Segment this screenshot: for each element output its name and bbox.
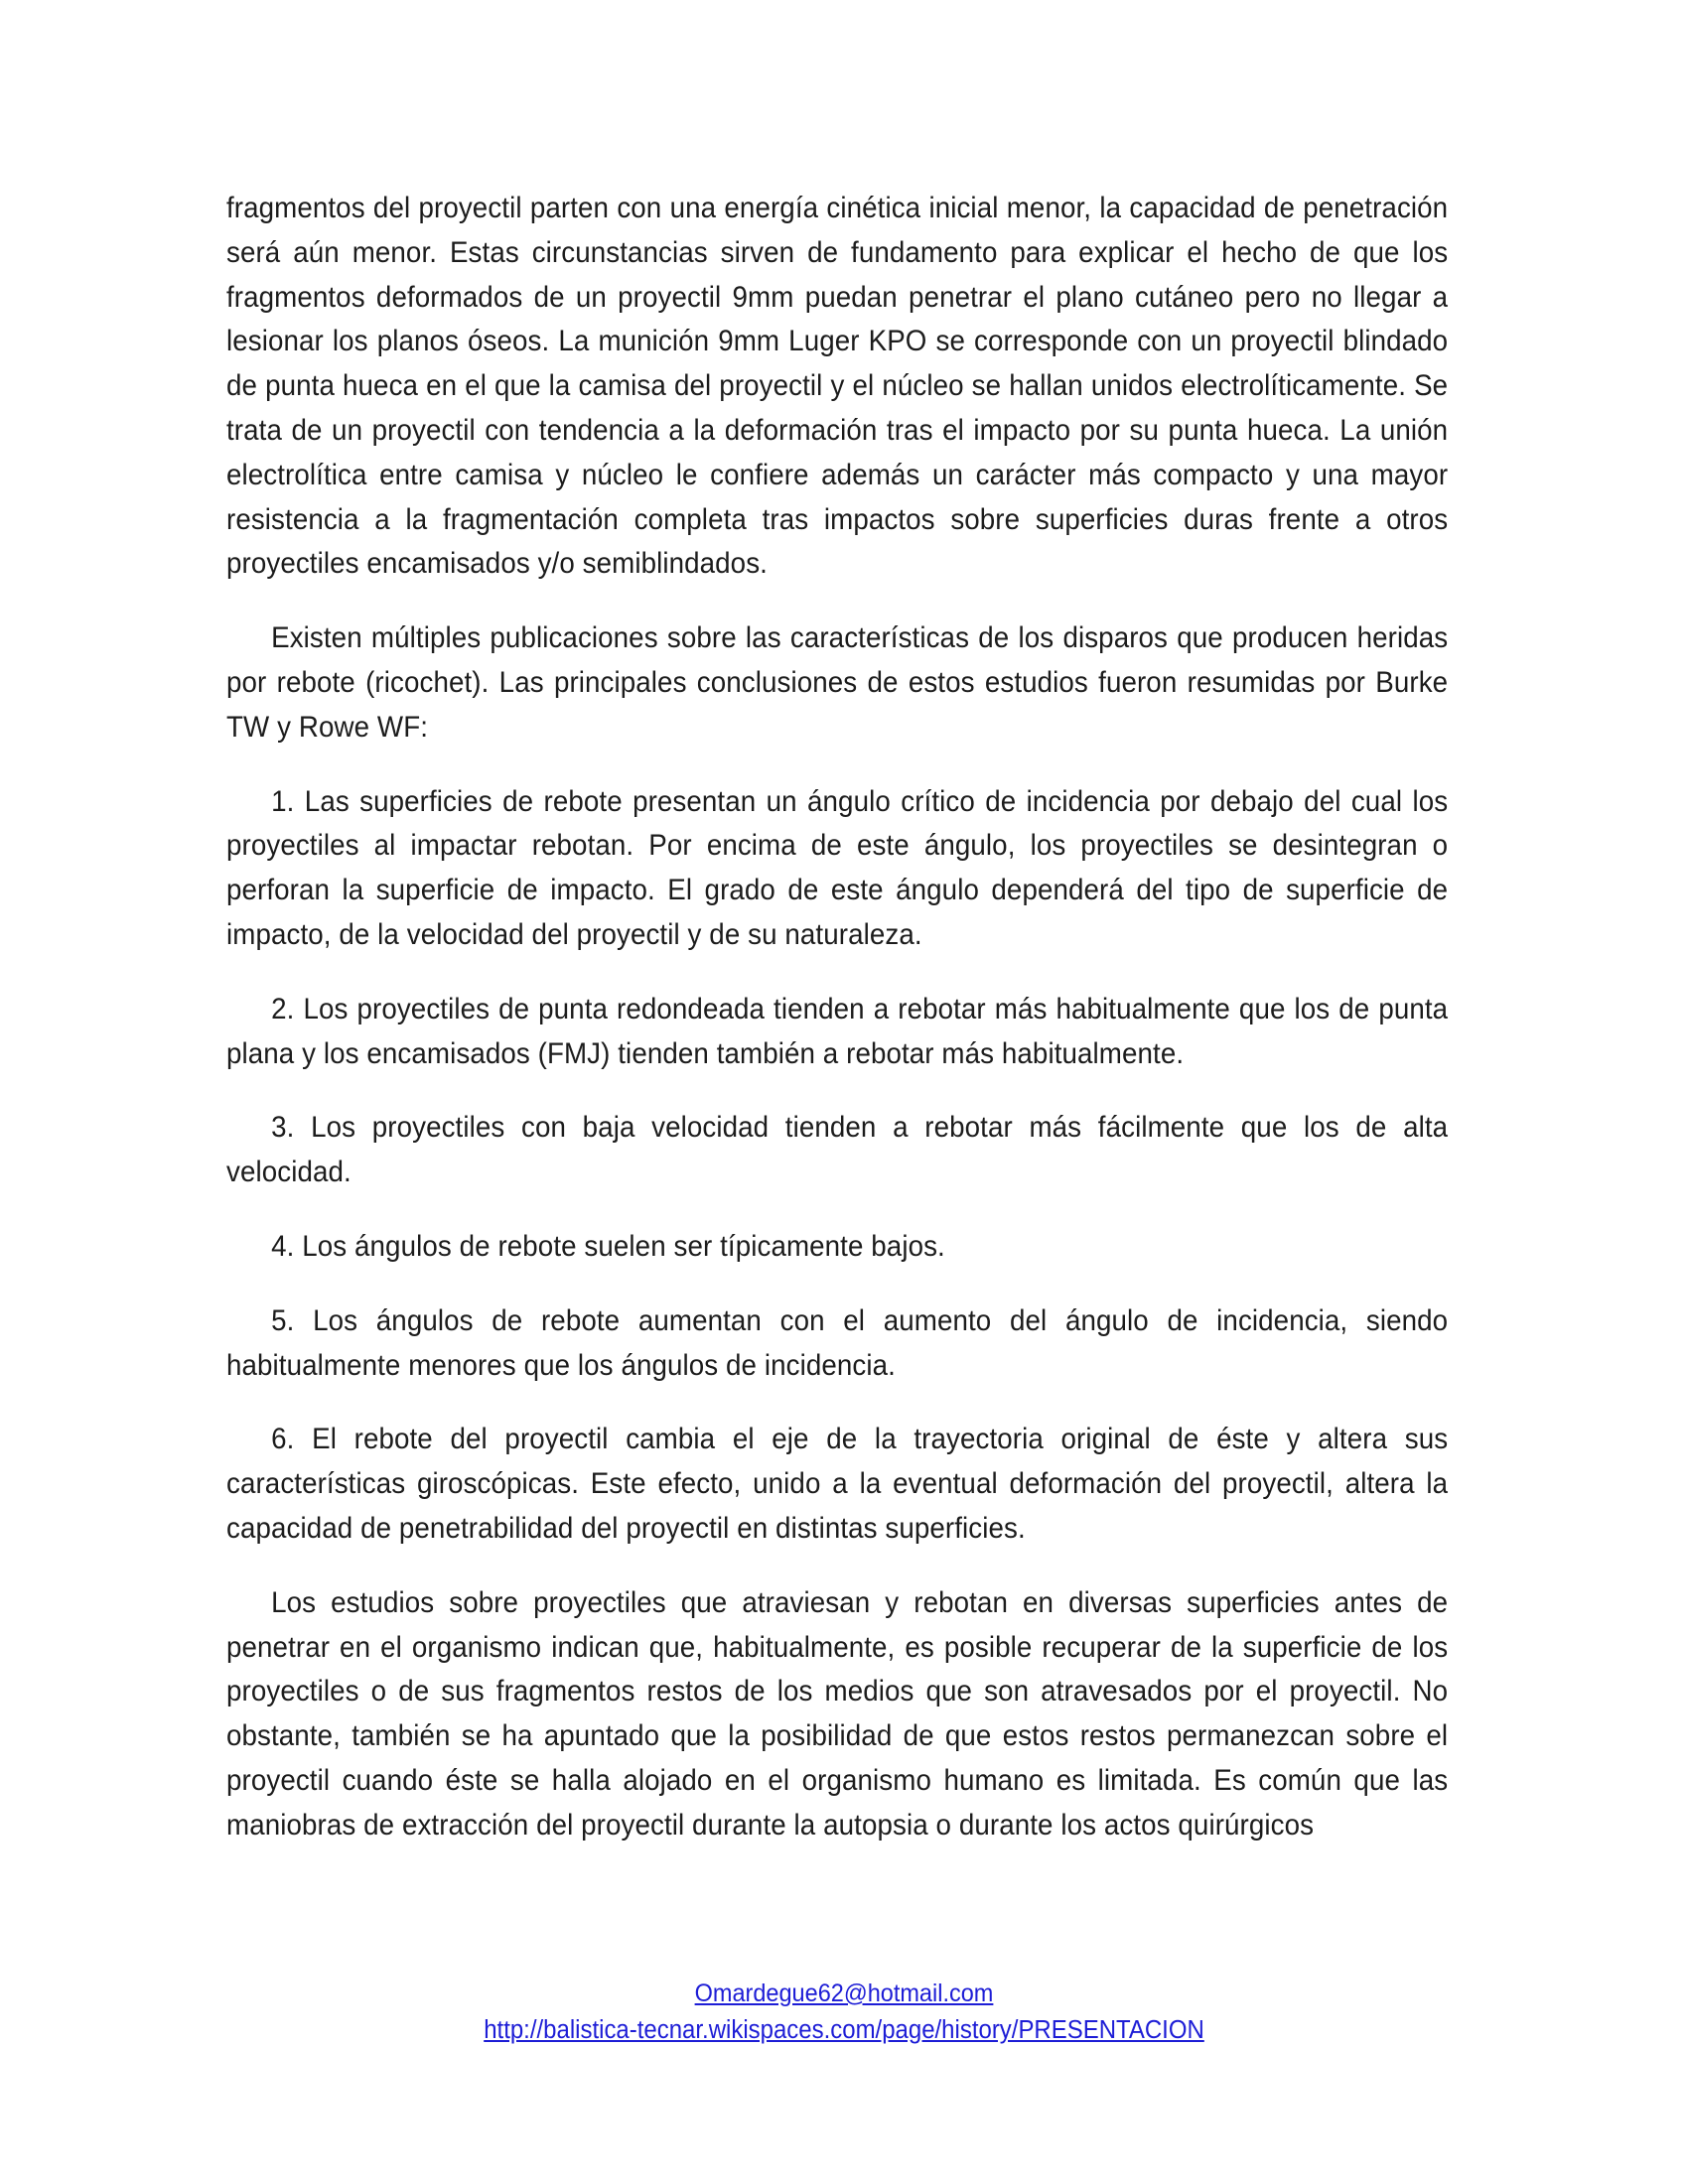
document-body	[226, 187, 1448, 1848]
paragraph-continuation	[226, 187, 1448, 587]
footer-email-line	[51, 1976, 1637, 2012]
paragraph-text: Los estudios sobre proyectiles que atraviesan y rebotan en diversas superficies antes de penetrar en el organismo indican que, habitualmente, es posible recuperar de la superficie de los proyectiles o de sus fragmentos restos de los medios que son atravesados por el proyectil. No obstante, también se ha apuntado que la posibilidad de que estos restos permanezcan sobre el proyectil cuando éste se halla alojado en el organismo humano es limitada. Es común que las maniobras de extracción del proyectil durante la autopsia o durante los actos quirúrgicos	[226, 1585, 1449, 1842]
footer-url-link[interactable]: http://balistica-tecnar.wikispaces.com/page/history/PRESENTACION	[484, 2016, 1204, 2044]
list-item-5	[226, 1299, 1448, 1389]
paragraph-text: 2. Los proyectiles de punta redondeada tienden a rebotar más habitualmente que los de punta plana y los encamisados (FMJ) tienden también a rebotar más habitualmente.	[226, 992, 1449, 1070]
footer-email-link[interactable]: Omardegue62@hotmail.com	[694, 1979, 994, 2007]
list-item-1	[226, 780, 1448, 958]
page-footer	[0, 1976, 1688, 2049]
paragraph-estudios	[226, 1581, 1448, 1848]
list-item-2	[226, 988, 1448, 1077]
paragraph-text: 4. Los ángulos de rebote suelen ser típicamente bajos.	[271, 1229, 945, 1263]
list-item-6	[226, 1418, 1448, 1551]
paragraph-text: 3. Los proyectiles con baja velocidad tienden a rebotar más fácilmente que los de alta velocidad.	[226, 1111, 1449, 1189]
paragraph-text: 6. El rebote del proyectil cambia el eje de la trayectoria original de éste y altera sus características giroscópicas. Este efecto, unido a la eventual deformación del proyectil, altera la capacidad de penetrabilidad del proyectil en distintas superficies.	[226, 1423, 1449, 1545]
paragraph-text: fragmentos del proyectil parten con una energía cinética inicial menor, la capacidad de penetración será aún menor. Estas circunstancias sirven de fundamento para explicar el hecho de que los fragmentos deformados de un proyectil 9mm puedan penetrar el plano cutáneo pero no llegar a lesionar los planos óseos. La munición 9mm Luger KPO se corresponde con un proyectil blindado de punta hueca en el que la camisa del proyectil y el núcleo se hallan unidos electrolíticamente. Se trata de un proyectil con tendencia a la deformación tras el impacto por su punta hueca. La unión electrolítica entre camisa y núcleo le confiere además un carácter más compacto y una mayor resistencia a la fragmentación completa tras impactos sobre superficies duras frente a otros proyectiles encamisados y/o semiblindados.	[226, 192, 1449, 581]
list-item-4	[226, 1225, 1448, 1270]
paragraph-text: Existen múltiples publicaciones sobre las características de los disparos que producen heridas por rebote (ricochet). Las principales conclusiones de estos estudios fueron resumidas por Burke TW y Rowe WF:	[226, 621, 1449, 744]
paragraph-text: 5. Los ángulos de rebote aumentan con el aumento del ángulo de incidencia, siendo habitualmente menores que los ángulos de incidencia.	[226, 1303, 1449, 1382]
list-item-3	[226, 1106, 1448, 1195]
paragraph-text: 1. Las superficies de rebote presentan un ángulo crítico de incidencia por debajo del cual los proyectiles al impactar rebotan. Por encima de este ángulo, los proyectiles se desintegran o perforan la superficie de impacto. El grado de este ángulo dependerá del tipo de superficie de impacto, de la velocidad del proyectil y de su naturaleza.	[226, 784, 1449, 951]
footer-url-line	[51, 2012, 1637, 2049]
paragraph-publicaciones	[226, 616, 1448, 750]
